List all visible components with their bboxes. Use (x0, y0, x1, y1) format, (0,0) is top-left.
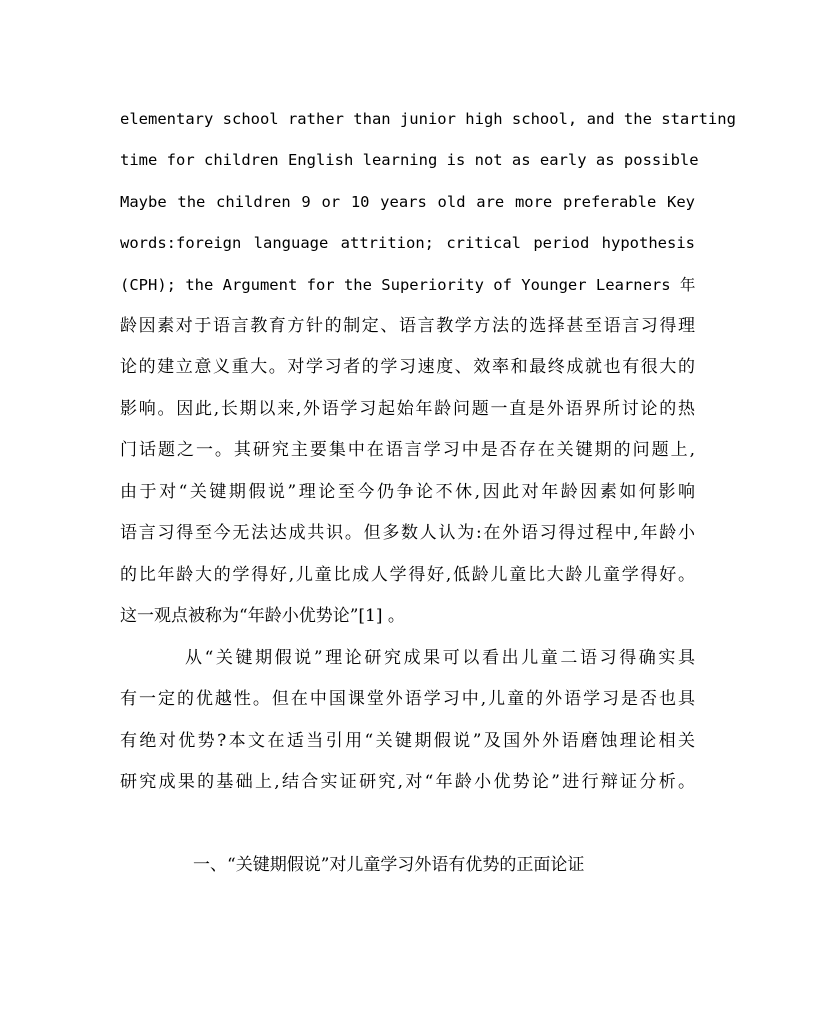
body-text-line: 语言习得至今无法达成共识。但多数人认为:在外语习得过程中,年龄小 (120, 523, 695, 543)
section-heading: 一、“关键期假说”对儿童学习外语有优势的正面论证 (193, 855, 585, 875)
body-text-line: 有一定的优越性。但在中国课堂外语学习中,儿童的外语学习是否也具 (120, 689, 695, 709)
body-text-line: elementary school rather than junior high school, and the starting (120, 110, 736, 128)
body-text-line: 由于对“关键期假说”理论至今仍争论不休,因此对年龄因素如何影响 (120, 482, 695, 502)
body-text-line: 的比年龄大的学得好,儿童比成人学得好,低龄儿童比大龄儿童学得好。 (120, 565, 695, 585)
body-text-line: words:foreign language attrition; critical period hypothesis (120, 234, 695, 252)
body-text-line: 论的建立意义重大。对学习者的学习速度、效率和最终成就也有很大的 (120, 357, 695, 377)
body-text-line: 龄因素对于语言教育方针的制定、语言教学方法的选择甚至语言习得理 (120, 316, 695, 336)
body-text-line: 影响。因此,长期以来,外语学习起始年龄问题一直是外语界所讨论的热 (120, 399, 695, 419)
body-text-line: 门话题之一。其研究主要集中在语言学习中是否存在关键期的问题上, (120, 440, 695, 460)
body-text-line: Maybe the children 9 or 10 years old are more preferable Key (120, 193, 695, 211)
body-text-line: 这一观点被称为“年龄小优势论”[1] 。 (120, 606, 405, 626)
body-text-line: (CPH); the Argument for the Superiority of Younger Learners 年 (120, 276, 696, 294)
body-text-line: time for children English learning is not as early as possible (120, 151, 699, 169)
body-text-line: 有绝对优势?本文在适当引用“关键期假说”及国外外语磨蚀理论相关 (120, 731, 695, 751)
body-text-line: 研究成果的基础上,结合实证研究,对“年龄小优势论”进行辩证分析。 (120, 772, 695, 792)
paragraph-first-line: 从“关键期假说”理论研究成果可以看出儿童二语习得确实具 (185, 648, 695, 668)
